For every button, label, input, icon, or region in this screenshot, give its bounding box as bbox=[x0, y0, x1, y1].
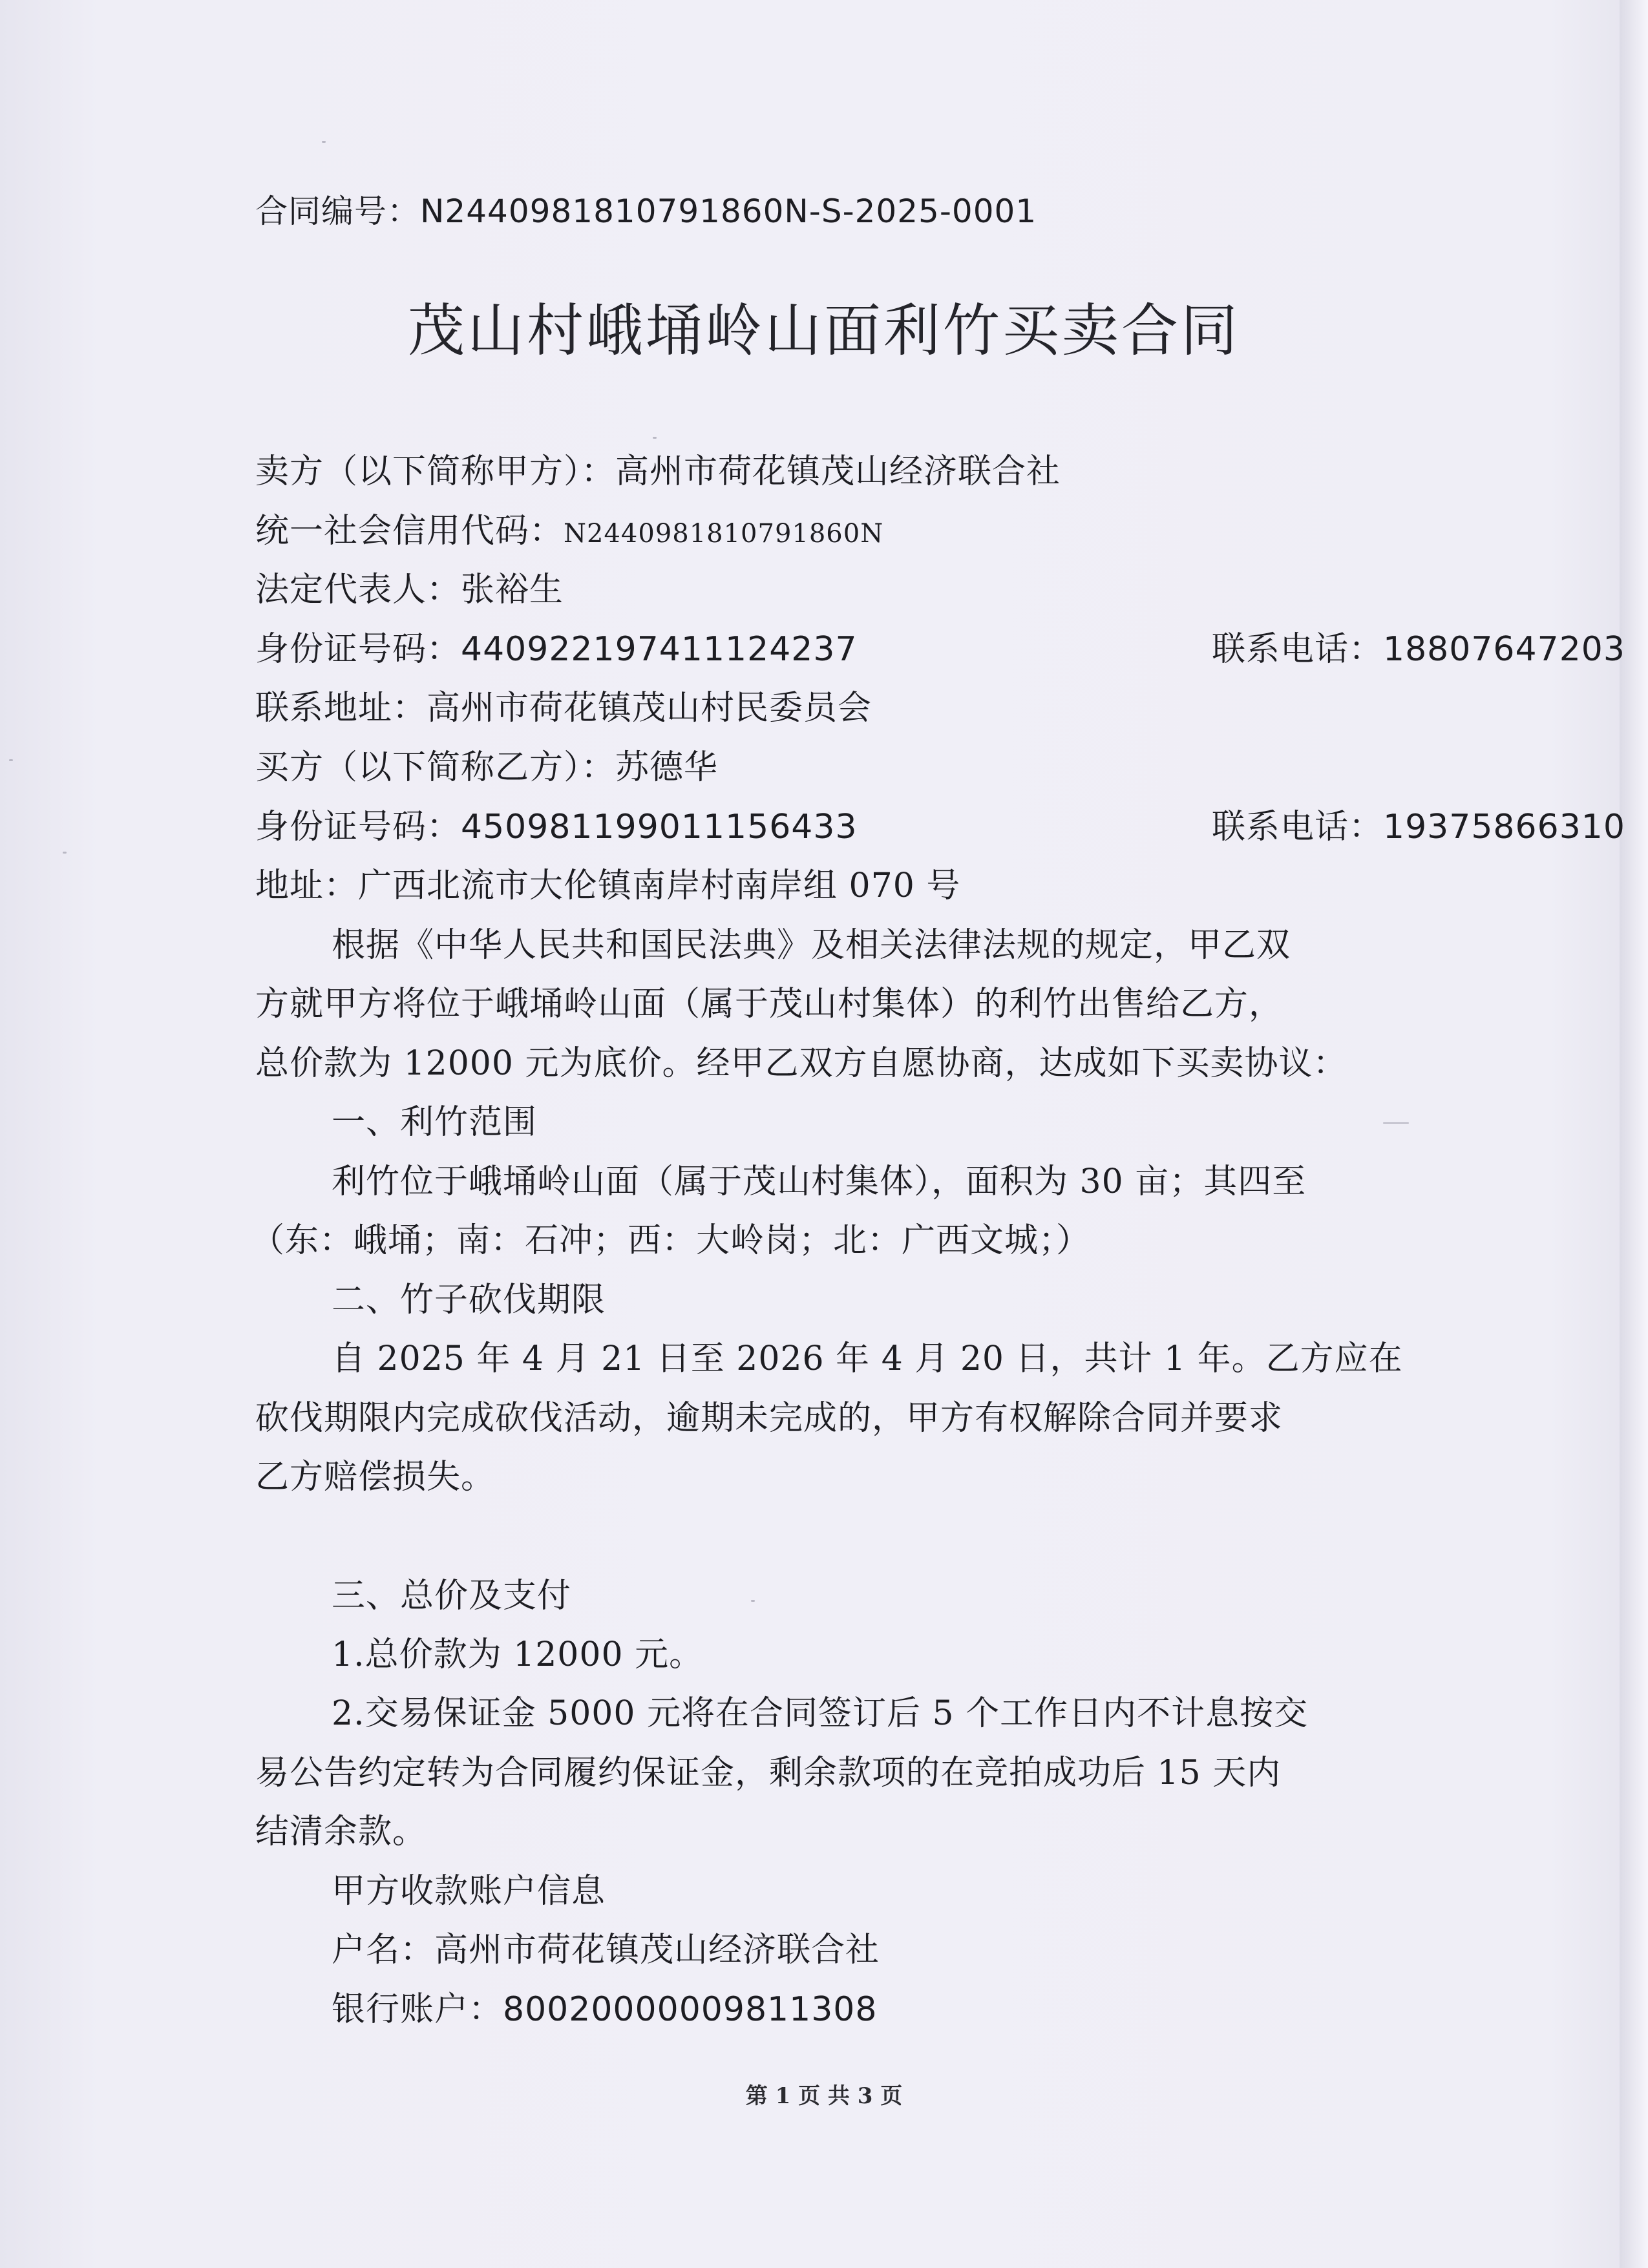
seller-name: 高州市荷花镇茂山经济联合社 bbox=[615, 452, 1061, 491]
section-2-heading: 二、竹子砍伐期限 bbox=[332, 1281, 606, 1319]
seller-phone bbox=[1212, 630, 1625, 669]
contract-number-value: N2440981810791860N-S-2025-0001 bbox=[420, 193, 1037, 230]
buyer-address-label: 地址： bbox=[255, 866, 359, 905]
seller-address-value: 高州市荷花镇茂山村民委员会 bbox=[427, 689, 872, 728]
section-1-line-2: （东：峨埇；南：石冲；西：大岭岗；北：广西文城；） bbox=[251, 1221, 1091, 1260]
section-3-item-2-line-2: 易公告约定转为合同履约保证金，剩余款项的在竞拍成功后 15 天内 bbox=[255, 1754, 1282, 1792]
page-title: 茂山村峨埇岭山面利竹买卖合同 bbox=[407, 297, 1240, 364]
seller-phone-value: 18807647203 bbox=[1383, 630, 1625, 669]
section-3-item-1: 1.总价款为 12000 元。 bbox=[332, 1635, 704, 1674]
account-name-line bbox=[332, 1931, 880, 1972]
buyer-name: 苏德华 bbox=[615, 748, 719, 787]
contract-number-label: 合同编号： bbox=[255, 193, 420, 230]
contract-number bbox=[255, 192, 1037, 233]
legal-rep-line bbox=[255, 571, 564, 612]
buyer-address-value: 广西北流市大伦镇南岸村南岸组 070 号 bbox=[358, 866, 961, 905]
bank-account-value: 80020000009811308 bbox=[503, 1990, 878, 2029]
buyer-line bbox=[255, 748, 718, 790]
buyer-phone-label: 联系电话： bbox=[1212, 808, 1384, 846]
section-2-line-1: 自 2025 年 4 月 21 日至 2026 年 4 月 20 日，共计 1 年。乙方应在 bbox=[332, 1339, 1403, 1378]
scan-speck bbox=[63, 852, 67, 854]
buyer-id-value: 450981199011156433 bbox=[461, 808, 858, 846]
buyer-id-label: 身份证号码： bbox=[255, 808, 461, 846]
buyer-label: 买方（以下简称乙方）： bbox=[255, 748, 616, 787]
seller-id-value: 440922197411124237 bbox=[461, 630, 858, 669]
scan-speck bbox=[9, 759, 13, 761]
section-1-line-1: 利竹位于峨埇岭山面（属于茂山村集体），面积为 30 亩；其四至 bbox=[332, 1162, 1307, 1201]
buyer-phone-value: 19375866310 bbox=[1383, 808, 1625, 846]
buyer-id-line bbox=[255, 808, 1625, 849]
section-2-line-3: 乙方赔偿损失。 bbox=[255, 1458, 496, 1496]
buyer-address-line bbox=[255, 866, 960, 908]
seller-address-line bbox=[255, 689, 872, 730]
scan-speck bbox=[653, 437, 657, 439]
account-name-label: 户名： bbox=[332, 1931, 435, 1969]
seller-address-label: 联系地址： bbox=[255, 689, 427, 728]
seller-id-label: 身份证号码： bbox=[255, 630, 461, 669]
scan-speck bbox=[751, 1600, 755, 1602]
bank-account-label: 银行账户： bbox=[332, 1990, 503, 2029]
credit-code-label: 统一社会信用代码： bbox=[255, 512, 564, 551]
bank-account-line bbox=[332, 1990, 877, 2032]
seller-id-line bbox=[255, 630, 1625, 671]
scan-speck bbox=[1383, 1122, 1409, 1124]
section-3-item-2-line-3: 结清余款。 bbox=[255, 1812, 427, 1851]
intro-line-3: 总价款为 12000 元为底价。经甲乙双方自愿协商，达成如下买卖协议： bbox=[255, 1044, 1347, 1083]
credit-code-value: N2440981810791860N bbox=[564, 519, 884, 549]
seller-phone-label: 联系电话： bbox=[1212, 630, 1384, 669]
section-3-heading: 三、总价及支付 bbox=[332, 1577, 572, 1615]
seller-label: 卖方（以下简称甲方）： bbox=[255, 452, 616, 491]
page-footer: 第 1 页 共 3 页 bbox=[745, 2083, 903, 2109]
section-3-item-2-line-1: 2.交易保证金 5000 元将在合同签订后 5 个工作日内不计息按交 bbox=[332, 1694, 1309, 1733]
account-heading: 甲方收款账户信息 bbox=[332, 1872, 606, 1911]
credit-code-line bbox=[255, 512, 883, 553]
intro-line-2: 方就甲方将位于峨埇岭山面（属于茂山村集体）的利竹出售给乙方， bbox=[255, 985, 1284, 1024]
legal-rep-name: 张裕生 bbox=[461, 571, 564, 609]
account-name-value: 高州市荷花镇茂山经济联合社 bbox=[434, 1931, 880, 1969]
section-2-line-2: 砍伐期限内完成砍伐活动，逾期未完成的，甲方有权解除合同并要求 bbox=[255, 1399, 1284, 1438]
section-1-heading: 一、利竹范围 bbox=[332, 1103, 538, 1142]
scan-speck bbox=[322, 141, 326, 143]
buyer-phone bbox=[1212, 808, 1625, 846]
seller-line bbox=[255, 452, 1061, 494]
intro-line-1: 根据《中华人民共和国民法典》及相关法律法规的规定，甲乙双 bbox=[332, 926, 1291, 965]
legal-rep-label: 法定代表人： bbox=[255, 571, 461, 609]
